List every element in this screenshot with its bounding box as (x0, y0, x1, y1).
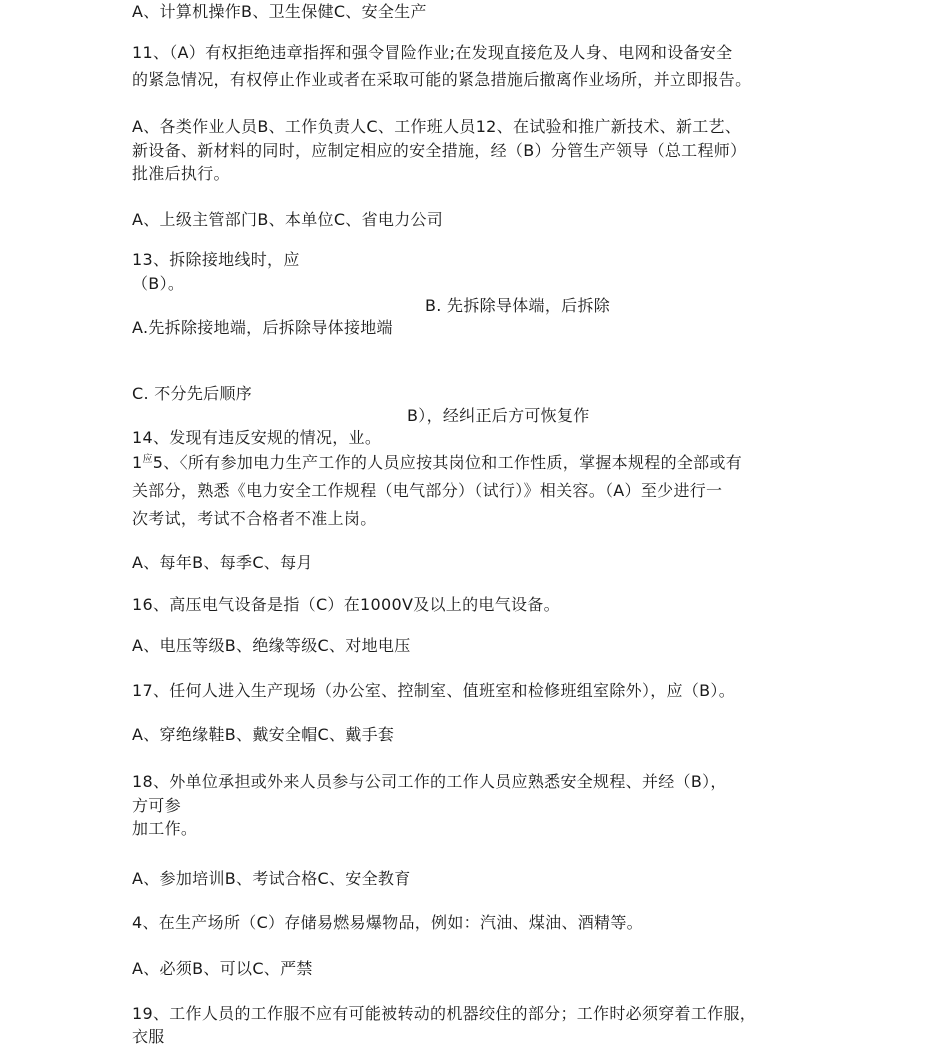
question-11-line-2: 的紧急情况，有权停止作业或者在采取可能的紧急措施后撤离作业场所，并立即报告。 (132, 70, 752, 89)
question-13-option-b: B. 先拆除导体端，后拆除 (425, 296, 611, 315)
question-11-line-1: 11、（A）有权拒绝违章指挥和强令冒险作业;在发现直接危及人身、电网和设备安全 (132, 43, 733, 62)
answer-options-4: A、必须B、可以C、严禁 (132, 959, 313, 978)
question-13-line-2: （B）。 (132, 274, 185, 293)
question-15-superscript: 应 (142, 454, 153, 465)
answer-options-17: A、穿绝缘鞋B、戴安全帽C、戴手套 (132, 725, 395, 744)
question-15-line-1 (132, 453, 742, 473)
answer-options-16: A、电压等级B、绝缘等级C、对地电压 (132, 636, 411, 655)
question-19-line-2: 衣服 (132, 1027, 165, 1046)
answer-options-11-question-12: A、各类作业人员B、工作负责人C、工作班人员12、在试验和推广新技术、新工艺、 (132, 117, 742, 136)
question-15-line-3: 次考试，考试不合格者不准上岗。 (132, 509, 377, 528)
question-19-line-1: 19、工作人员的工作服不应有可能被转动的机器绞住的部分；工作时必须穿着工作服， (132, 1004, 757, 1023)
answer-options-10: A、计算机操作B、卫生保健C、安全生产 (132, 2, 427, 21)
answer-options-15: A、每年B、每季C、每月 (132, 553, 313, 572)
question-13-option-a: A.先拆除接地端，后拆除导体接地端 (132, 318, 393, 337)
question-14-fragment: B），经纠正后方可恢复作 (407, 406, 590, 425)
question-16: 16、高压电气设备是指（C）在1000V及以上的电气设备。 (132, 595, 560, 614)
question-15-line-2: 关部分，熟悉《电力安全工作规程（电气部分）（试行）》相关容。（A）至少进行一 (132, 481, 723, 500)
question-14-line: 14、发现有违反安规的情况，业。 (132, 428, 382, 447)
question-13-line-1: 13、拆除接地线时，应 (132, 250, 300, 269)
question-17: 17、任何人进入生产现场（办公室、控制室、值班室和检修班组室除外），应（B）。 (132, 681, 736, 700)
question-13-option-c: C. 不分先后顺序 (132, 384, 253, 403)
question-4: 4、在生产场所（C）存储易燃易爆物品，例如：汽油、煤油、酒精等。 (132, 913, 643, 932)
answer-options-12: A、上级主管部门B、本单位C、省电力公司 (132, 210, 444, 229)
question-18-line-3: 加工作。 (132, 819, 198, 838)
question-15-number-1: 1 (132, 453, 143, 472)
question-18-line-2: 方可参 (132, 796, 181, 815)
question-18-line-1: 18、外单位承担或外来人员参与公司工作的工作人员应熟悉安全规程、并经（B）， (132, 772, 727, 791)
answer-options-18: A、参加培训B、考试合格C、安全教育 (132, 869, 411, 888)
question-12-line-3: 批准后执行。 (132, 164, 230, 183)
question-12-line-2: 新设备、新材料的同时，应制定相应的安全措施，经（B）分管生产领导（总工程师） (132, 141, 747, 160)
question-15-text-1: 5、〈所有参加电力生产工作的人员应按其岗位和工作性质，掌握本规程的全部或有 (152, 453, 743, 472)
